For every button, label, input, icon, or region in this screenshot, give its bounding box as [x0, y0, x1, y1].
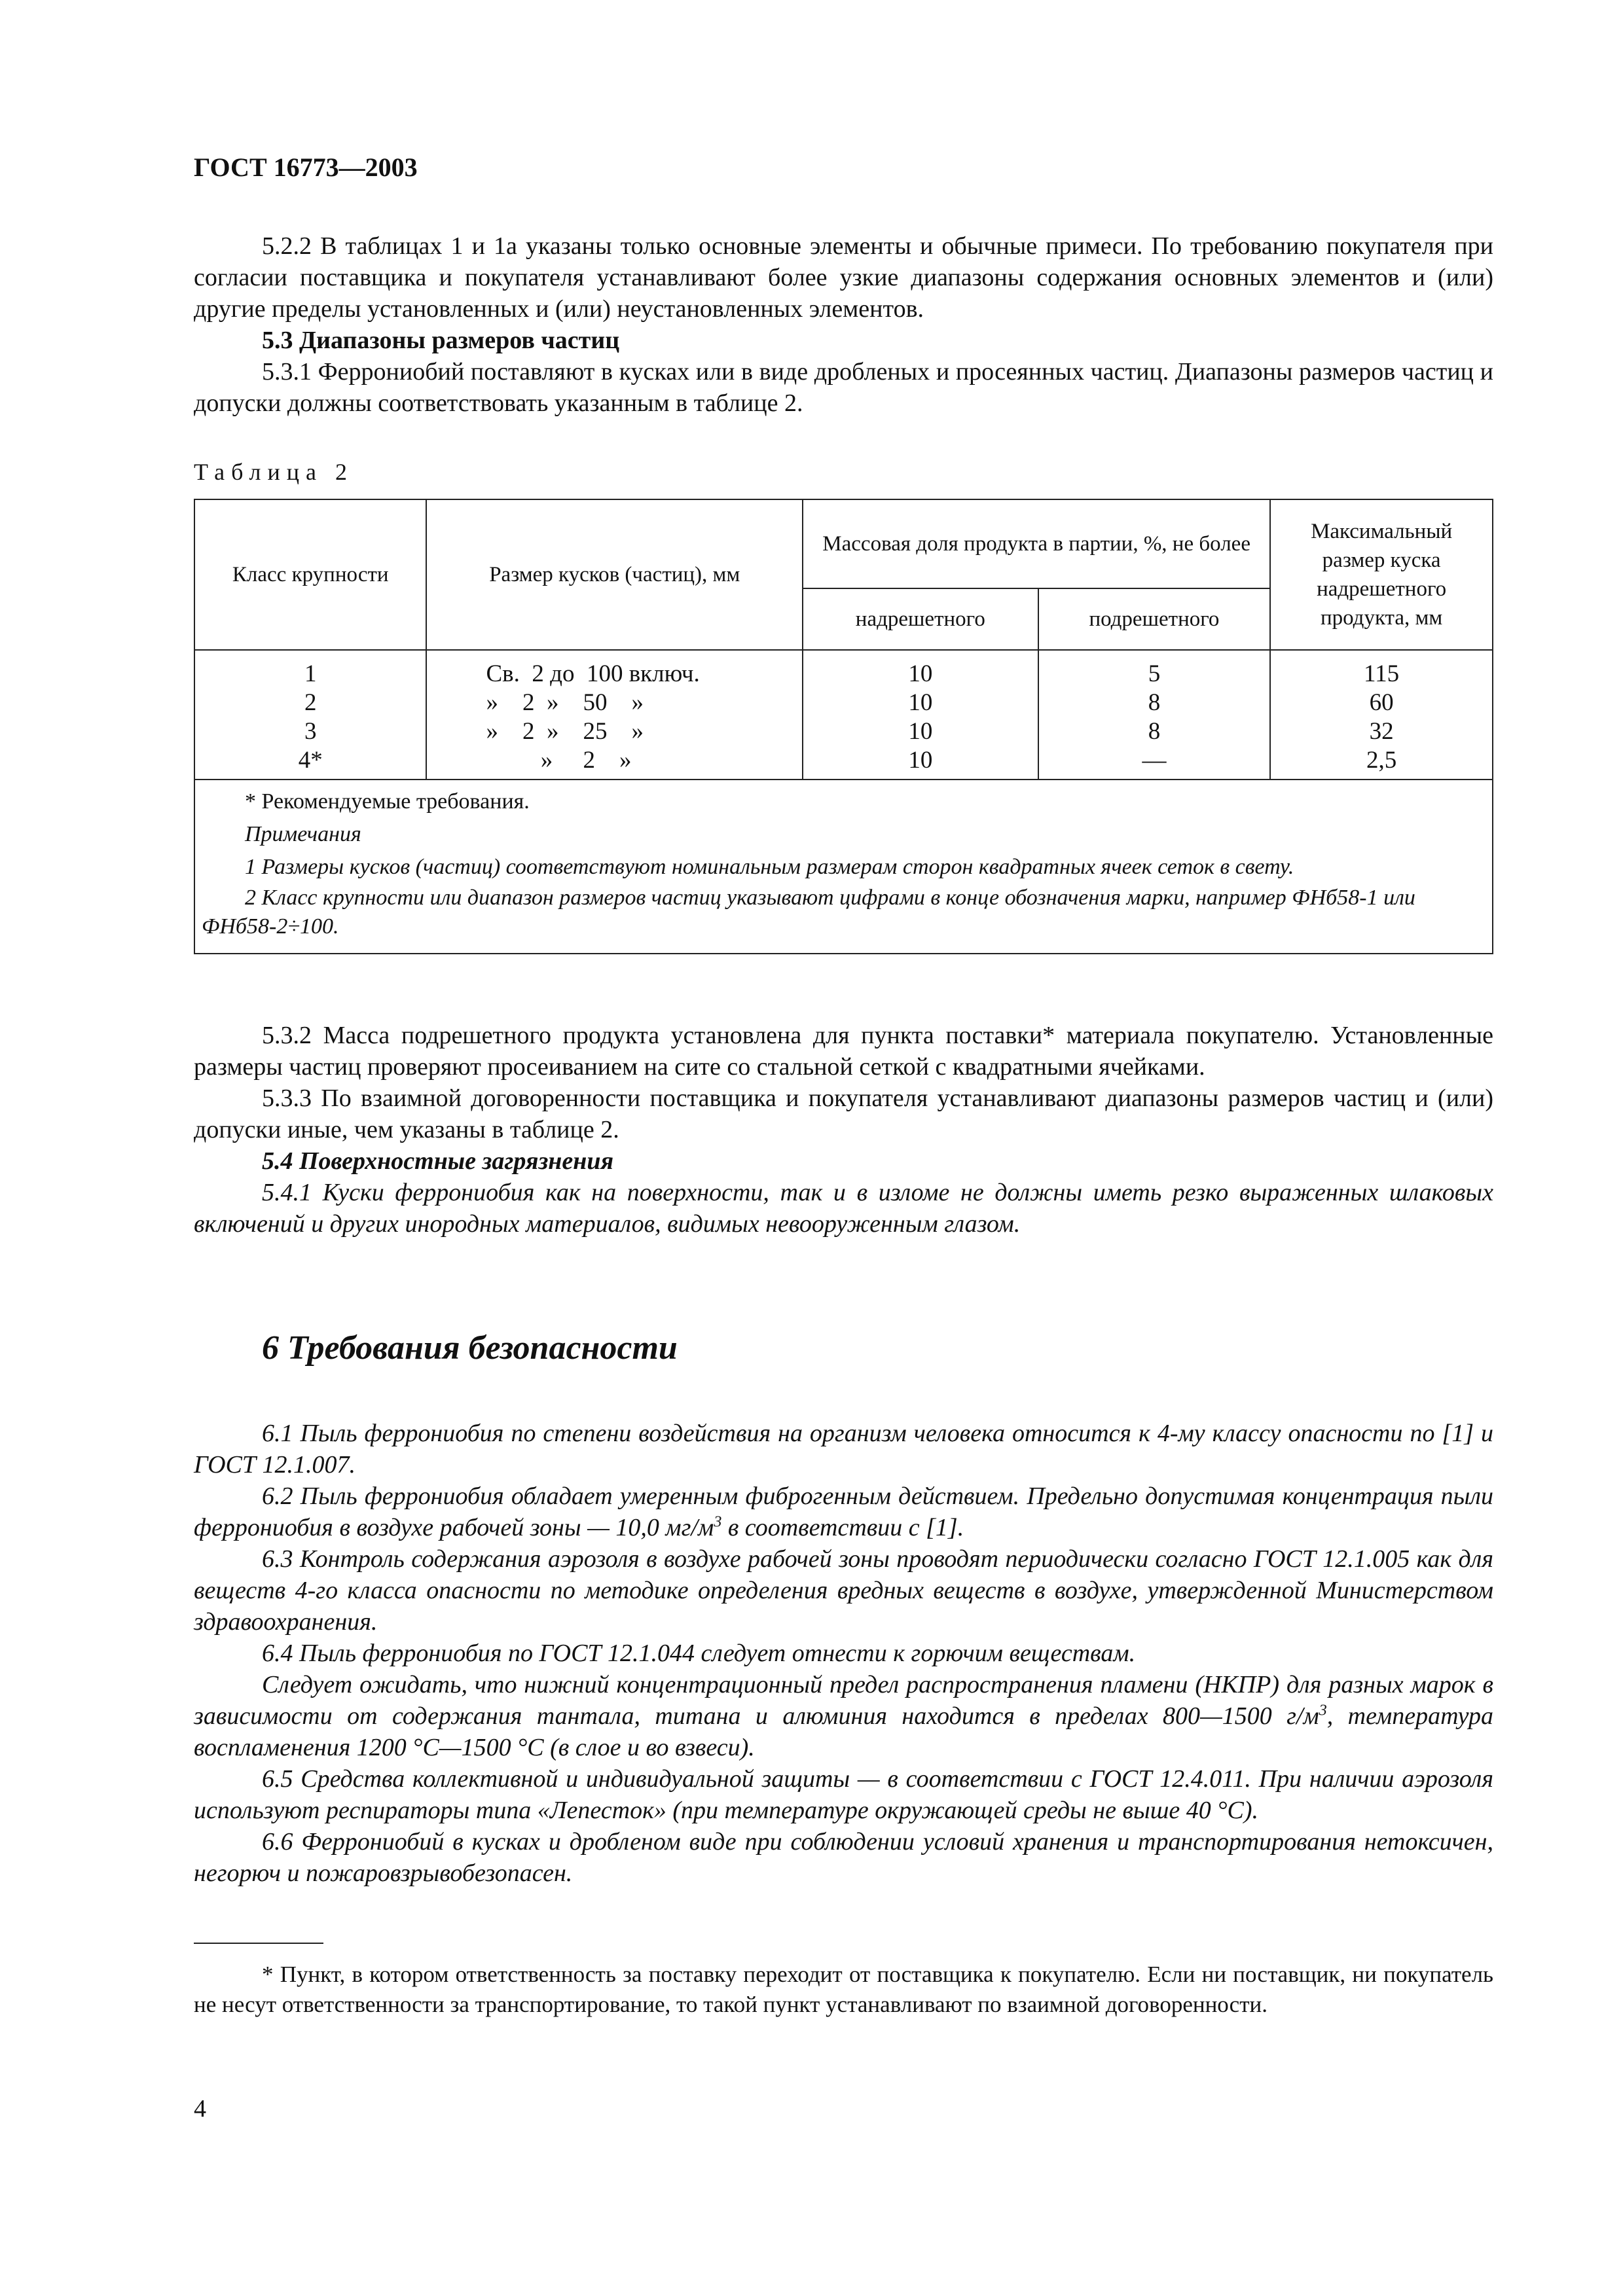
header-class: Класс крупности [194, 499, 426, 650]
page-number: 4 [194, 2095, 206, 2123]
cell-size: Св. 2 до 100 включ. [426, 650, 803, 689]
paragraph-6-5: 6.5 Средства коллективной и индивидуальной защиты — в соответствии с ГОСТ 12.4.011. При наличии аэрозоля используют респираторы типа «Лепесток» (при температуре окружающей среды не выше 40 °С). [194, 1765, 1493, 1824]
table-caption: Таблица 2 [194, 459, 354, 485]
section-6-text [194, 1418, 1493, 1889]
paragraph-6-4: 6.4 Пыль феррониобия по ГОСТ 12.1.044 следует отнести к горючим веществам. [262, 1640, 1136, 1667]
table-2 [194, 499, 1493, 954]
cell-max: 60 [1270, 689, 1493, 717]
table-footnote-star: * Рекомендуемые требования. [245, 789, 530, 814]
table-notes [194, 780, 1493, 954]
cell-over: 10 [803, 650, 1038, 689]
cell-under: 8 [1038, 717, 1271, 746]
section-5-2-text [194, 230, 1493, 419]
cell-class: 3 [194, 717, 426, 746]
cell-class: 4* [194, 746, 426, 780]
superscript-3: 3 [714, 1513, 722, 1531]
cell-over: 10 [803, 717, 1038, 746]
heading-5-3: 5.3 Диапазоны размеров частиц [262, 327, 620, 354]
notes-title: Примечания [245, 822, 361, 846]
cell-max: 32 [1270, 717, 1493, 746]
note-1: 1 Размеры кусков (частиц) соответствуют номинальным размерам сторон квадратных ячеек сеток в свету. [245, 855, 1294, 879]
paragraph-5-4-1: 5.4.1 Куски феррониобия как на поверхности, так и в изломе не должны иметь резко выраженных шлаковых включений и других инородных материалов, видимых невооруженным глазом. [194, 1179, 1493, 1238]
cell-max: 115 [1270, 650, 1493, 689]
paragraph-6-6: 6.6 Феррониобий в кусках и дробленом виде при соблюдении условий хранения и транспортирования нетоксичен, негорюч и пожаровзрывобезопасен. [194, 1828, 1493, 1887]
cell-under: 5 [1038, 650, 1271, 689]
section-5-3-continued [194, 1020, 1493, 1240]
cell-size: » 2 » [426, 746, 803, 780]
paragraph-6-4-continued-tail: , температура воспламенения 1200 °С—1500 °С (в слое и во взвеси). [194, 1702, 1493, 1761]
note-2: 2 Класс крупности или диапазон размеров частиц указывают цифрами в конце обозначения марки, например ФНб58-1 или ФНб58-2÷100. [202, 886, 1415, 939]
paragraph-6-1: 6.1 Пыль феррониобия по степени воздействия на организм человека относится к 4-му классу опасности по [1] и ГОСТ 12.1.007. [194, 1420, 1493, 1479]
cell-over: 10 [803, 746, 1038, 780]
paragraph-6-2-tail: в соответствии с [1]. [721, 1514, 964, 1541]
header-mass-share: Массовая доля продукта в партии, %, не более [803, 499, 1270, 588]
header-under: подрешетного [1038, 588, 1271, 650]
table-row [194, 717, 1493, 746]
cell-size: » 2 » 25 » [426, 717, 803, 746]
paragraph-6-2 [194, 1480, 1493, 1543]
page-footnote: * Пункт, в котором ответственность за поставку переходит от поставщика к покупателю. Если ни поставщик, ни покупатель не несут ответственности за транспортирование, то такой пункт устанавливают по взаимной договоренности. [194, 1962, 1493, 2017]
heading-5-4: 5.4 Поверхностные загрязнения [262, 1147, 614, 1175]
paragraph-5-3-1: 5.3.1 Феррониобий поставляют в кусках или в виде дробленых и просеянных частиц. Диапазоны размеров частиц и допуски должны соответствовать указанным в таблице 2. [194, 358, 1493, 417]
paragraph-5-2-2: 5.2.2 В таблицах 1 и 1а указаны только основные элементы и обычные примеси. По требованию покупателя при согласии поставщика и покупателя устанавливают более узкие диапазоны содержания основных элементов и (или) другие пределы установленных и (или) неустановленных элементов. [194, 232, 1493, 323]
table-row [194, 650, 1493, 689]
paragraph-5-3-3: 5.3.3 По взаимной договоренности поставщика и покупателя устанавливают диапазоны размеров частиц и (или) допуски иные, чем указаны в таблице 2. [194, 1085, 1493, 1143]
cell-over: 10 [803, 689, 1038, 717]
superscript-3: 3 [1319, 1702, 1327, 1719]
document-code-header: ГОСТ 16773—2003 [194, 152, 418, 182]
cell-under: 8 [1038, 689, 1271, 717]
cell-max: 2,5 [1270, 746, 1493, 780]
header-max-size: Максимальный размер куска надрешетного продукта, мм [1270, 499, 1493, 650]
paragraph-6-4-continued [194, 1669, 1493, 1763]
cell-size: » 2 » 50 » [426, 689, 803, 717]
paragraph-6-4-continued-text: Следует ожидать, что нижний концентрационный предел распространения пламени (НКПР) для разных марок в зависимости от содержания тантала, титана и алюминия находится в пределах 800—1500 г/м [194, 1671, 1493, 1730]
section-6-title: 6 Требования безопасности [262, 1329, 678, 1367]
table-row [194, 746, 1493, 780]
cell-under: — [1038, 746, 1271, 780]
header-size: Размер кусков (частиц), мм [426, 499, 803, 650]
paragraph-6-2-text: 6.2 Пыль феррониобия обладает умеренным фиброгенным действием. Предельно допустимая концентрация пыли феррониобия в воздухе рабочей зоны — 10,0 мг/м [194, 1482, 1493, 1541]
paragraph-5-3-2: 5.3.2 Масса подрешетного продукта установлена для пункта поставки* материала покупателю. Установленные размеры частиц проверяют просеиванием на сите со стальной сеткой с квадратными ячейками. [194, 1022, 1493, 1081]
header-over: надрешетного [803, 588, 1038, 650]
cell-class: 2 [194, 689, 426, 717]
footnote-divider [194, 1943, 323, 1944]
table-row [194, 689, 1493, 717]
cell-class: 1 [194, 650, 426, 689]
paragraph-6-3: 6.3 Контроль содержания аэрозоля в воздухе рабочей зоны проводят периодически согласно ГОСТ 12.1.005 как для веществ 4-го класса опасности по методике определения вредных веществ в воздухе, утвержденной Министерством здравоохранения. [194, 1545, 1493, 1636]
